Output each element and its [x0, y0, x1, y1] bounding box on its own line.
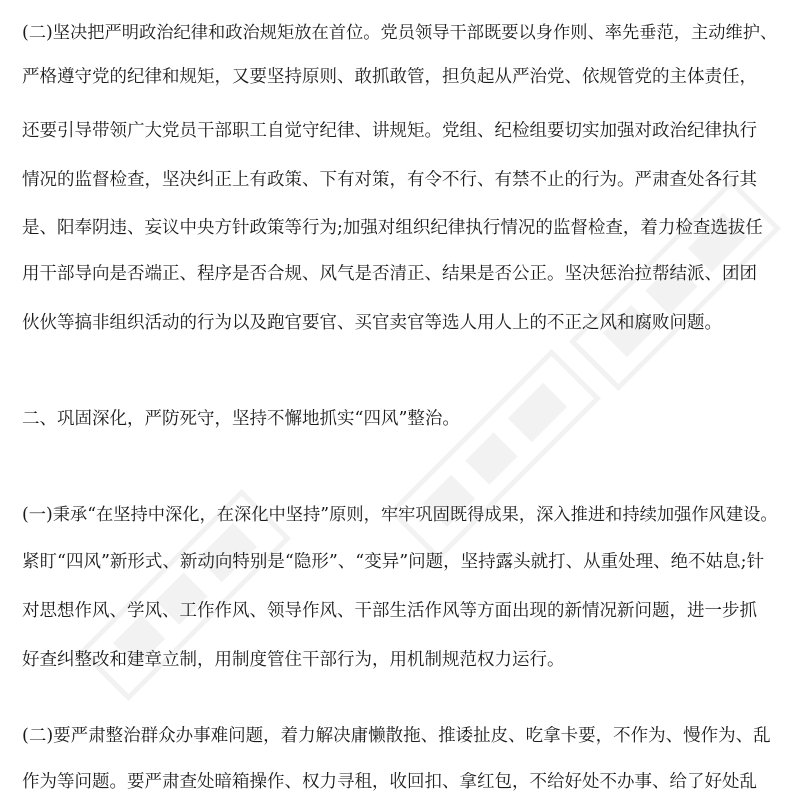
text-line: 好查纠整改和建章立制，用制度管住干部行为，用机制规范权力运行。 [22, 650, 565, 670]
text-line: 作为等问题。要严肃查处暗箱操作、权力寻租，收回扣、拿红包，不给好处不办事、给了好处乱 [22, 772, 757, 792]
text-line: 是、阳奉阴违、妄议中央方针政策等行为;加强对组织纪律执行情况的监督检查，着力检查选拔任 [22, 218, 763, 238]
text-line: 严格遵守党的纪律和规矩，又要坚持原则、敢抓敢管，担负起从严治党、依规管党的主体责任， [22, 67, 757, 87]
text-line: 情况的监督检查，坚决纠正上有政策、下有对策，有令不行、有禁不止的行为。严肃查处各行其 [22, 170, 757, 190]
text-line: (二)要严肃整治群众办事难问题，着力解决庸懒散拖、推诿扯皮、吃拿卡要，不作为、慢作为、乱 [22, 726, 771, 746]
text-line: 对思想作风、学风、工作作风、领导作风、干部生活作风等方面出现的新情况新问题，进一步抓 [22, 601, 757, 621]
text-line: 伙伙等搞非组织活动的行为以及跑官要官、买官卖官等选人用人上的不正之风和腐败问题。 [22, 313, 722, 333]
text-line: (一)秉承“在坚持中深化，在深化中坚持”原则，牢牢巩固既得成果，深入推进和持续加强作风建设。 [22, 505, 778, 525]
text-line: 紧盯“四风”新形式、新动向特别是“隐形”、“变异”问题，坚持露头就打、从重处理、绝不姑息;针 [22, 552, 765, 572]
text-line: 用干部导向是否端正、程序是否合规、风气是否清正、结果是否公正。坚决惩治拉帮结派、团团 [22, 264, 757, 284]
text-line: 还要引导带领广大党员干部职工自觉守纪律、讲规矩。党组、纪检组要切实加强对政治纪律执行 [22, 121, 757, 141]
text-line: (二)坚决把严明政治纪律和政治规矩放在首位。党员领导干部既要以身作则、率先垂范，主动维护、 [22, 23, 778, 43]
section-heading: 二、巩固深化，严防死守，坚持不懈地抓实“四风”整治。 [22, 409, 460, 429]
